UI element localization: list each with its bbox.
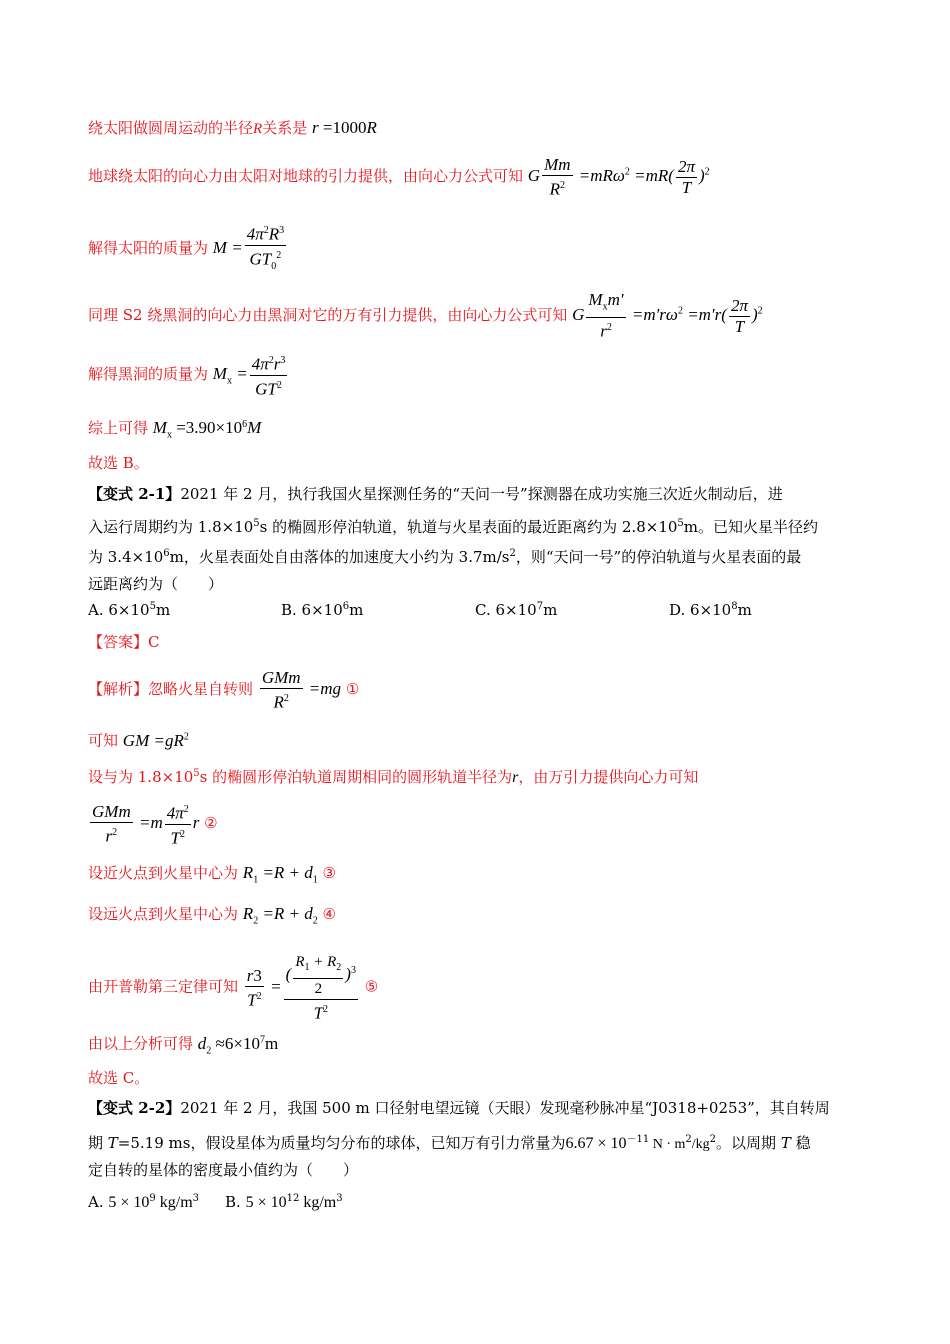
option-letter: A. xyxy=(88,1193,109,1211)
text: 同理 S2 绕黑洞的向心力由黑洞对它的万有引力提供，由向心力公式可知 xyxy=(88,305,568,324)
unit: m xyxy=(737,601,752,619)
analysis-line1 xyxy=(88,668,359,713)
text: 解得太阳的质量为 xyxy=(88,238,209,257)
text: s 的椭圆形停泊轨道，轨道与火星表面的最近距离约为 2.8×10 xyxy=(259,518,678,536)
constant-g: 6.67 × 10 xyxy=(565,1135,627,1152)
circle-number: ④ xyxy=(322,905,336,923)
analysis-line8 xyxy=(88,1029,278,1062)
question-2-2-line2: 期 T=5.19 ms，假设星体为质量均匀分布的球体，已知万有引力常量为$6.67 \times 10^{-11}$ $N \cdot m^2/kg^2$。以周期 T 稳 xyxy=(88,1134,811,1152)
question-tag: 【变式 2-1】 xyxy=(88,485,181,503)
unit: kg/m xyxy=(299,1194,337,1211)
formula-sun-mass: M = $\frac{4\pi^2R^3}{GT_0^2}$ xyxy=(213,238,288,257)
text: 绕太阳做圆周运动的半径 xyxy=(88,119,254,137)
text: 2021 年 2 月，执行我国火星探测任务的“天问一号”探测器在成功实施三次近火制动后，进 xyxy=(180,485,783,503)
text: 由开普勒第三定律可知 xyxy=(88,977,239,996)
unit: m xyxy=(543,601,558,619)
question-tag: 【变式 2-2】 xyxy=(88,1099,181,1117)
analysis-line3: 设与为 $1.8\times 10^5s$ 的椭圆形停泊轨道周期相同的圆形轨道半径为r，由万引力提供向心力可知 xyxy=(88,768,699,786)
exponent: 9 xyxy=(149,1193,156,1204)
text: 由以上分析可得 xyxy=(88,1034,194,1053)
circle-number: ① xyxy=(345,680,360,699)
option-a[interactable] xyxy=(88,601,170,619)
text: 忽略火星自转则 xyxy=(148,680,254,699)
question-2-1-line4: 远距离约为（ ） xyxy=(88,575,224,593)
text: s 的椭圆形停泊轨道周期相同的圆形轨道半径为 xyxy=(199,768,513,786)
analysis-tag: 【解析】 xyxy=(88,680,149,699)
option-2-2-a[interactable]: A. $5 \times 10^9$ $kg/m^3$ xyxy=(88,1193,200,1211)
text: 期 xyxy=(88,1134,108,1152)
unit: N · m xyxy=(649,1137,686,1152)
text: m。已知火星半径约 xyxy=(683,518,819,536)
unit: m xyxy=(155,601,171,619)
circle-number: ② xyxy=(204,814,218,833)
option-text: D. 6×10 xyxy=(669,601,732,619)
analysis-line6 xyxy=(88,903,336,932)
formula-gm: GM $=gR^2$ xyxy=(122,730,189,750)
line-orbit-radius xyxy=(88,117,377,140)
text: 设远火点到火星中心为 xyxy=(88,905,239,923)
text: ，则“天问一号”的停泊轨道与火星表面的最 xyxy=(515,548,802,566)
text: 。以周期 xyxy=(716,1134,781,1152)
formula-blackhole: G $\frac{M_xm'}{r^2}$ $=m'r\omega^2 =m'r$( $\frac{2\pi}{T}$ )$^2$ xyxy=(572,290,763,342)
formula-earth: G $\frac{Mm}{R^2}$ =mRω$^2$ =mR( $\frac{2\pi}{T}$ )$^2$ xyxy=(527,155,710,199)
option-letter: B. xyxy=(225,1193,246,1211)
line-blackhole-force xyxy=(88,290,763,342)
formula-centripetal: $\frac{\text{GMm}}{r^2}$ =m $\frac{4\pi^2}{T^2}$ r xyxy=(92,801,200,848)
text: 综上可得 xyxy=(88,419,149,437)
analysis-answer-c: 故选 C。 xyxy=(88,1069,150,1087)
text: 为 3.4×10 xyxy=(88,548,164,566)
line-conclusion: 综上可得 $M_x =3.90\times 10^6M$ xyxy=(88,418,262,441)
option-b[interactable] xyxy=(281,601,363,619)
option-value: 5 × 10 xyxy=(108,1194,150,1211)
line-sun-mass xyxy=(88,221,288,277)
option-text: C. 6×10 xyxy=(475,601,537,619)
text: 设近火点到火星中心为 xyxy=(88,864,239,882)
option-d[interactable] xyxy=(669,601,752,619)
unit: m xyxy=(349,601,364,619)
var-R: R xyxy=(253,121,263,137)
text: 解得黑洞的质量为 xyxy=(88,365,209,384)
line-answer-b: 故选 B。 xyxy=(88,454,149,472)
answer-label: 【答案】C xyxy=(88,633,160,651)
line-blackhole-mass xyxy=(88,351,289,399)
var-T: T xyxy=(107,1134,118,1152)
formula-result: $d_2 \approx 6\times 10^7m$ xyxy=(197,1033,279,1057)
text: 地球绕太阳的向心力由太阳对地球的引力提供，由向心力公式可知 xyxy=(88,167,524,186)
question-2-1-line2: 入运行周期约为 $1.8\times 10^5s$ 的椭圆形停泊轨道，轨道与火星表面的最近距离约为 $2.8\times 10^5m$。已知火星半径约 xyxy=(88,518,819,536)
text: 可知 xyxy=(88,731,119,750)
exponent: －11 xyxy=(626,1134,650,1145)
analysis-line4 xyxy=(88,800,218,848)
exponent: 8 xyxy=(731,601,738,612)
equation: =3.90×10 xyxy=(171,418,243,437)
text: 2021 年 2 月，我国 500 m 口径射电望远镜（天眼）发现毫秒脉冲星“J0318+0253”，其自转周 xyxy=(180,1099,830,1117)
option-text: B. 6×10 xyxy=(281,601,343,619)
unit: kg/m xyxy=(155,1194,193,1211)
text: m，火星表面处自由落体的加速度大小约为 3.7m/s xyxy=(169,548,510,566)
exponent: 12 xyxy=(286,1193,300,1204)
line-earth-force xyxy=(88,155,710,200)
formula-blackhole-mass: $M_x$ = $\frac{4\pi^2r^3}{GT^2}$ xyxy=(213,364,290,383)
formula-r1: $R_1 =R + d_1$ xyxy=(242,863,318,886)
option-2-2-b[interactable]: B. $5 \times 10^{12}$ $kg/m^3$ xyxy=(225,1193,343,1211)
question-2-1-line3: 为 $3.4\times 10^6m$，火星表面处自由落体的加速度大小约为 $3.7m/s^2$，则“天问一号”的停泊轨道与火星表面的最 xyxy=(88,548,802,566)
formula-gravity: $\frac{\text{GMm}}{R^2}$ =mg xyxy=(261,668,342,712)
option-text: A. 6×10 xyxy=(88,601,150,619)
equation: =1000 xyxy=(318,118,367,137)
circle-number: ⑤ xyxy=(364,977,379,996)
analysis-line5 xyxy=(88,862,336,891)
exponent: 6 xyxy=(242,419,248,430)
text: ，由万引力提供向心力可知 xyxy=(518,768,699,786)
text: 稳 xyxy=(790,1134,811,1152)
text: 设与为 1.8×10 xyxy=(88,768,194,786)
formula-r2: $R_2 =R + d_2$ xyxy=(242,904,318,927)
formula-kepler: $\frac{r3}{T^2}$ = ( $\frac{R_1 + R_2}{2}$ )$^3$ $T^2$ xyxy=(246,954,356,1023)
option-value: 5 × 10 xyxy=(245,1194,287,1211)
var-r: r xyxy=(311,118,319,137)
text: =5.19 ms，假设星体为质量均匀分布的球体，已知万有引力常量为 xyxy=(117,1134,566,1152)
circle-number: ③ xyxy=(322,864,336,882)
text: 关系是 xyxy=(262,119,308,137)
var-R: R xyxy=(366,118,377,137)
var-T: T xyxy=(780,1134,791,1152)
analysis-line2 xyxy=(88,726,189,752)
exponent: 6 xyxy=(342,601,350,612)
question-2-1-line1 xyxy=(88,483,783,505)
exponent: 5 xyxy=(149,601,156,612)
exponent: 7 xyxy=(536,601,544,612)
analysis-line7 xyxy=(88,952,378,1024)
formula-ratio: $M_x$ xyxy=(152,418,172,441)
text: 入运行周期约为 1.8×10 xyxy=(88,518,254,536)
question-2-2-line1 xyxy=(88,1097,830,1119)
option-c[interactable] xyxy=(475,601,557,619)
question-2-2-line3: 定自转的星体的密度最小值约为（ ） xyxy=(88,1161,359,1179)
